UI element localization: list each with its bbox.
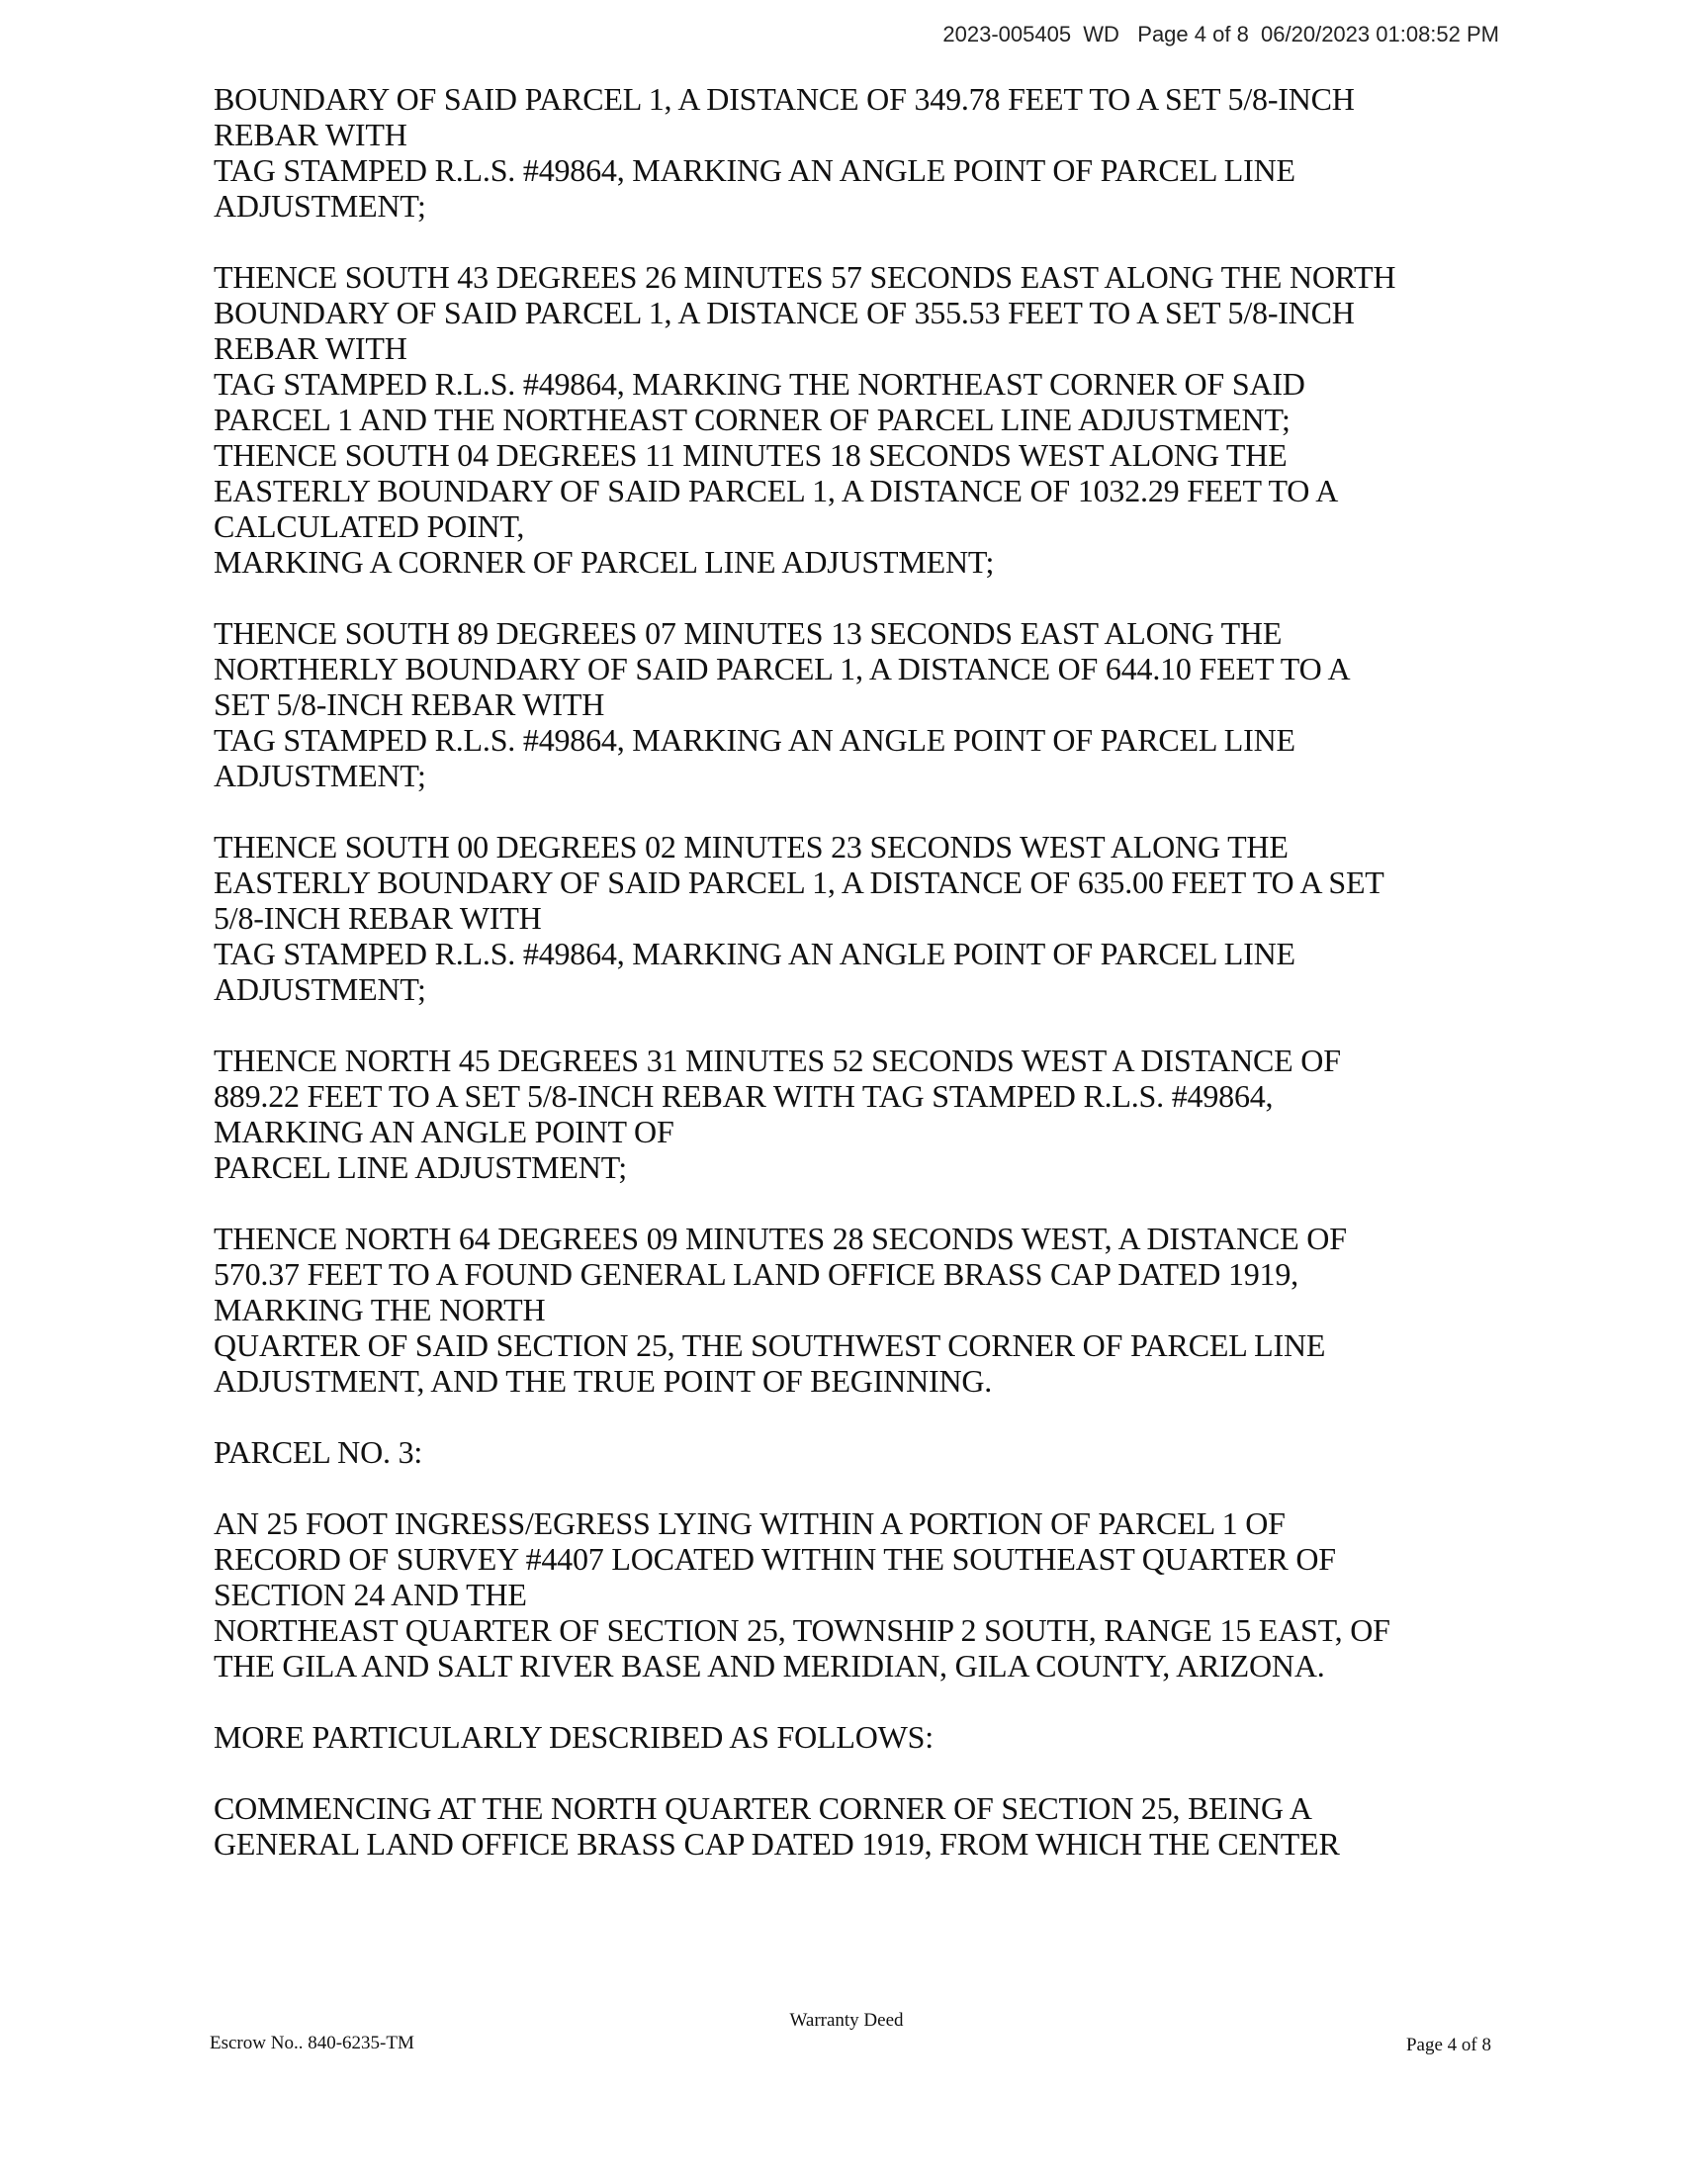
text-line: EASTERLY BOUNDARY OF SAID PARCEL 1, A DISTANCE OF 635.00 FEET TO A SET bbox=[214, 864, 1384, 900]
paragraph-9 bbox=[214, 1790, 1499, 1862]
text-line: NORTHERLY BOUNDARY OF SAID PARCEL 1, A DISTANCE OF 644.10 FEET TO A bbox=[214, 651, 1351, 686]
text-line: PARCEL 1 AND THE NORTHEAST CORNER OF PARCEL LINE ADJUSTMENT; bbox=[214, 402, 1291, 437]
text-line: TAG STAMPED R.L.S. #49864, MARKING AN ANGLE POINT OF PARCEL LINE bbox=[214, 722, 1295, 758]
legal-description-body bbox=[214, 81, 1499, 1897]
text-line: PARCEL LINE ADJUSTMENT; bbox=[214, 1149, 627, 1185]
text-line: ADJUSTMENT, AND THE TRUE POINT OF BEGINNING. bbox=[214, 1363, 993, 1399]
text-line: THENCE SOUTH 04 DEGREES 11 MINUTES 18 SECONDS WEST ALONG THE bbox=[214, 437, 1288, 473]
text-line: SET 5/8-INCH REBAR WITH bbox=[214, 686, 605, 722]
text-line: TAG STAMPED R.L.S. #49864, MARKING THE NORTHEAST CORNER OF SAID bbox=[214, 366, 1305, 402]
text-line: THENCE SOUTH 43 DEGREES 26 MINUTES 57 SECONDS EAST ALONG THE NORTH bbox=[214, 259, 1396, 295]
text-line: NORTHEAST QUARTER OF SECTION 25, TOWNSHIP 2 SOUTH, RANGE 15 EAST, OF bbox=[214, 1612, 1390, 1648]
text-line: THENCE NORTH 64 DEGREES 09 MINUTES 28 SECONDS WEST, A DISTANCE OF bbox=[214, 1221, 1347, 1256]
paragraph-8 bbox=[214, 1719, 1499, 1755]
text-line: AN 25 FOOT INGRESS/EGRESS LYING WITHIN A PORTION OF PARCEL 1 OF bbox=[214, 1505, 1286, 1541]
text-line: BOUNDARY OF SAID PARCEL 1, A DISTANCE OF 349.78 FEET TO A SET 5/8-INCH bbox=[214, 81, 1355, 117]
text-line: SECTION 24 AND THE bbox=[214, 1577, 527, 1612]
paragraph-5 bbox=[214, 1043, 1499, 1185]
text-line: BOUNDARY OF SAID PARCEL 1, A DISTANCE OF 355.53 FEET TO A SET 5/8-INCH bbox=[214, 295, 1355, 330]
paragraph-2 bbox=[214, 259, 1499, 580]
paragraph-6 bbox=[214, 1221, 1499, 1399]
text-line: THENCE SOUTH 00 DEGREES 02 MINUTES 23 SECONDS WEST ALONG THE bbox=[214, 829, 1289, 864]
text-line: 5/8-INCH REBAR WITH bbox=[214, 900, 542, 936]
text-line: THE GILA AND SALT RIVER BASE AND MERIDIAN, GILA COUNTY, ARIZONA. bbox=[214, 1648, 1325, 1684]
text-line: MORE PARTICULARLY DESCRIBED AS FOLLOWS: bbox=[214, 1719, 934, 1755]
paragraph-4 bbox=[214, 829, 1499, 1007]
text-line: PARCEL NO. 3: bbox=[214, 1434, 423, 1470]
text-line: REBAR WITH bbox=[214, 117, 407, 152]
recording-header: 2023-005405 WD Page 4 of 8 06/20/2023 01:08:52 PM bbox=[942, 22, 1499, 46]
text-line: MARKING A CORNER OF PARCEL LINE ADJUSTMENT; bbox=[214, 544, 995, 580]
parcel-heading bbox=[214, 1434, 1499, 1470]
text-line: TAG STAMPED R.L.S. #49864, MARKING AN ANGLE POINT OF PARCEL LINE bbox=[214, 936, 1295, 971]
text-line: 570.37 FEET TO A FOUND GENERAL LAND OFFICE BRASS CAP DATED 1919, bbox=[214, 1256, 1298, 1292]
text-line: 889.22 FEET TO A SET 5/8-INCH REBAR WITH TAG STAMPED R.L.S. #49864, bbox=[214, 1078, 1274, 1114]
text-line: REBAR WITH bbox=[214, 330, 407, 366]
text-line: MARKING THE NORTH bbox=[214, 1292, 546, 1327]
text-line: EASTERLY BOUNDARY OF SAID PARCEL 1, A DISTANCE OF 1032.29 FEET TO A bbox=[214, 473, 1339, 508]
text-line: TAG STAMPED R.L.S. #49864, MARKING AN ANGLE POINT OF PARCEL LINE bbox=[214, 152, 1295, 188]
text-line: ADJUSTMENT; bbox=[214, 758, 426, 793]
text-line: QUARTER OF SAID SECTION 25, THE SOUTHWEST CORNER OF PARCEL LINE bbox=[214, 1327, 1326, 1363]
text-line: RECORD OF SURVEY #4407 LOCATED WITHIN THE SOUTHEAST QUARTER OF bbox=[214, 1541, 1336, 1577]
text-line: MARKING AN ANGLE POINT OF bbox=[214, 1114, 674, 1149]
escrow-number: Escrow No.. 840-6235-TM bbox=[210, 2033, 414, 2053]
paragraph-1 bbox=[214, 81, 1499, 224]
document-title: Warranty Deed bbox=[789, 2010, 904, 2031]
paragraph-7 bbox=[214, 1505, 1499, 1684]
text-line: ADJUSTMENT; bbox=[214, 971, 426, 1007]
paragraph-3 bbox=[214, 615, 1499, 793]
text-line: GENERAL LAND OFFICE BRASS CAP DATED 1919, FROM WHICH THE CENTER bbox=[214, 1826, 1340, 1862]
text-line: COMMENCING AT THE NORTH QUARTER CORNER OF SECTION 25, BEING A bbox=[214, 1790, 1312, 1826]
text-line: THENCE SOUTH 89 DEGREES 07 MINUTES 13 SECONDS EAST ALONG THE bbox=[214, 615, 1283, 651]
text-line: ADJUSTMENT; bbox=[214, 188, 426, 224]
text-line: CALCULATED POINT, bbox=[214, 508, 525, 544]
page-number: Page 4 of 8 bbox=[1405, 2035, 1491, 2055]
text-line: THENCE NORTH 45 DEGREES 31 MINUTES 52 SECONDS WEST A DISTANCE OF bbox=[214, 1043, 1341, 1078]
